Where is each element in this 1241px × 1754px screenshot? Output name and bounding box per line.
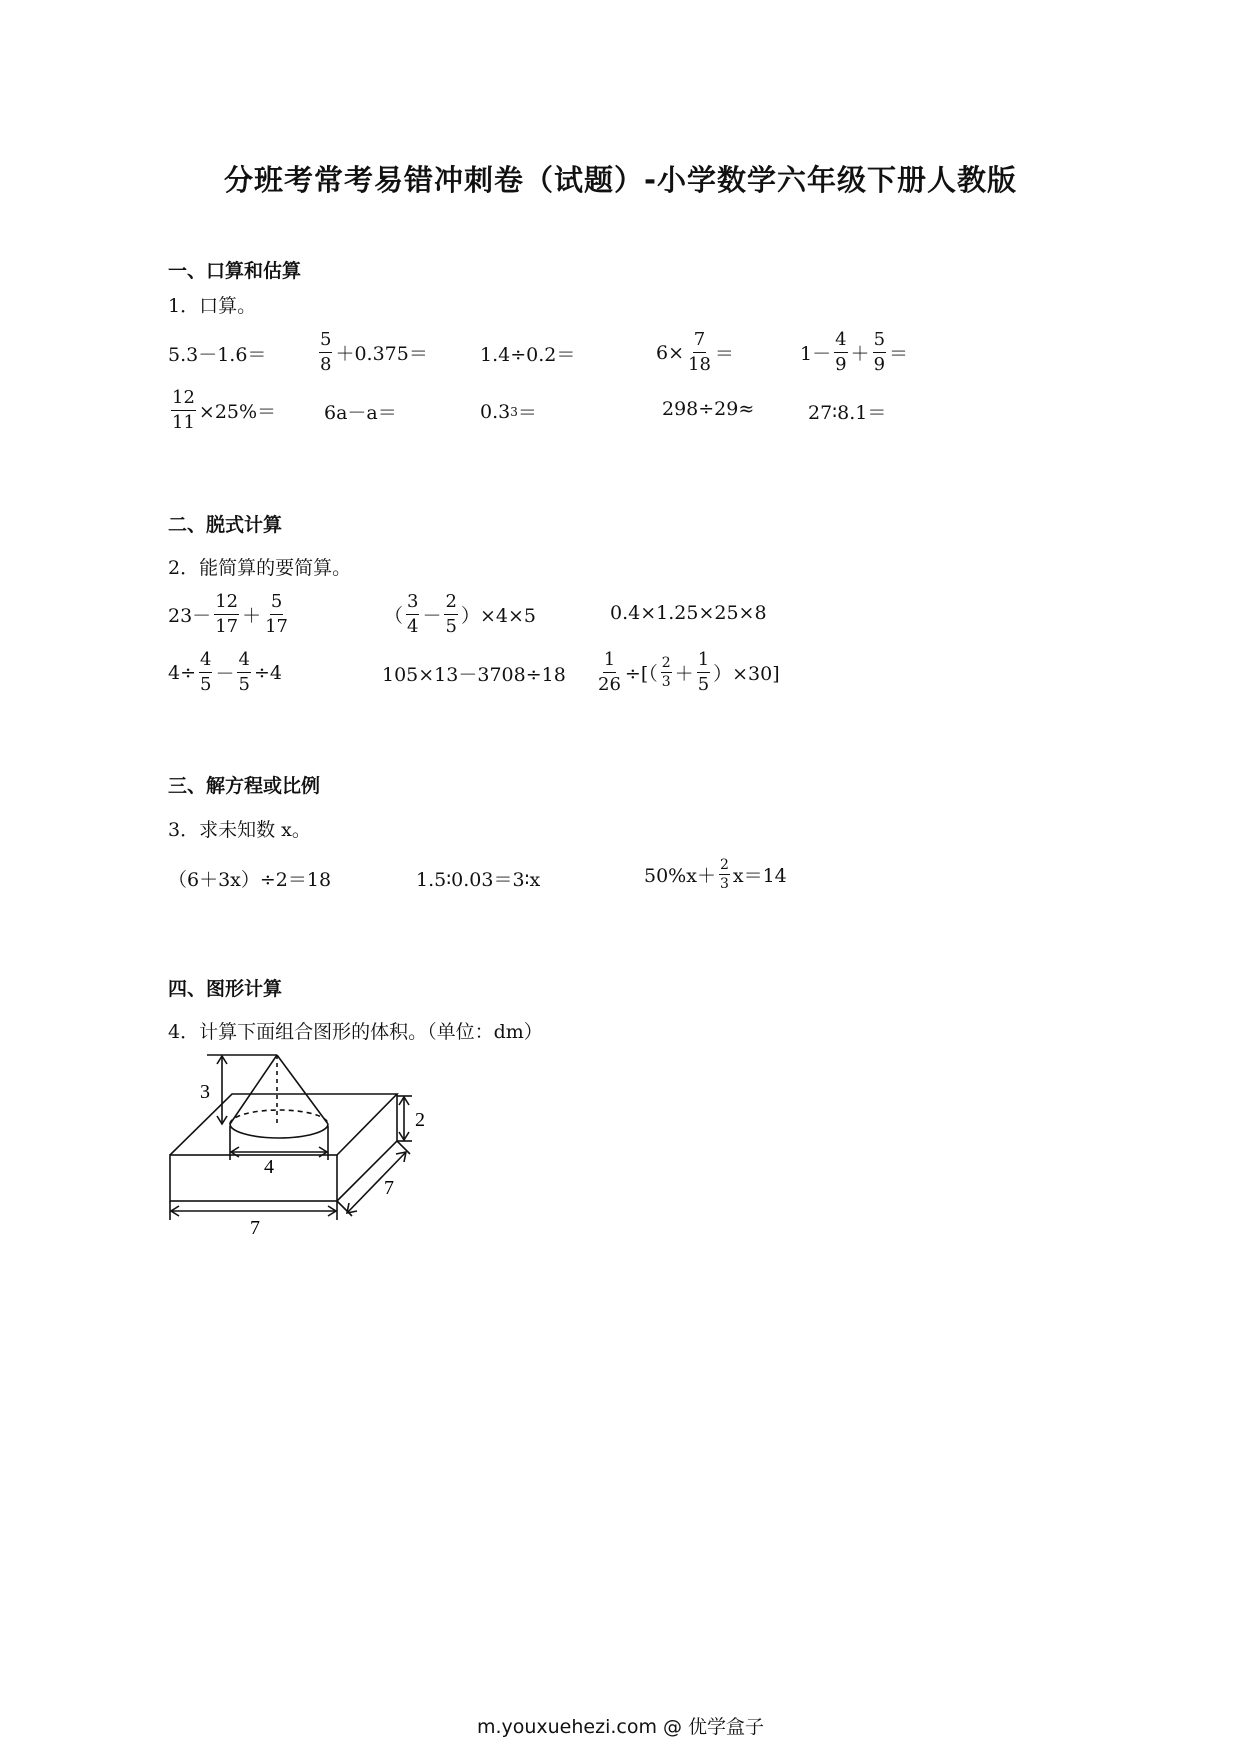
oral-expr-4: 6× $\frac{7}{18}$ ＝ [656,329,734,375]
question-1: 1．口算。 [168,295,257,317]
combined-solid-figure [160,1045,440,1245]
oral-expr-3: 1.4÷0.2＝ [480,344,576,366]
section-heading-4: 四、图形计算 [168,978,283,1000]
label-box-height: 2 [415,1109,425,1131]
oral-expr-10: 27∶8.1＝ [808,402,887,424]
oral-expr-5: 1－ 4 9 ＋ 5 9 ＝ [800,329,909,375]
box-top-face [170,1094,397,1155]
box-front-face [170,1155,337,1201]
oral-expr-9: 298÷29≈ [662,398,755,420]
oral-expr-1: 5.3－1.6＝ [168,344,267,366]
equation-2: 1.5∶0.03＝3∶x [416,869,541,891]
label-cone-height: 3 [200,1081,210,1103]
oral-expr-8: 0.3 3 ＝ [480,400,537,424]
label-box-depth: 7 [384,1177,394,1199]
cone-base-front [230,1124,328,1138]
footer-watermark: m.youxuehezi.com @ 优学盒子 [476,1716,765,1738]
equation-1: （6＋3x）÷2＝18 [168,869,332,891]
calc-expr-4: 4÷ $\frac{4}{5}$ － $\frac{4}{5}$ ÷4 [168,649,282,695]
calc-expr-2: （ 3 4 － 2 5 ）×4×5 [384,591,536,637]
calc-expr-6: $\frac{1}{26}$ ÷[（ 2 3 ＋ 1 5 ）×30] [598,649,780,695]
page-title: 分班考常考易错冲刺卷（试题）-小学数学六年级下册人教版 [223,163,1018,197]
label-cone-diameter: 4 [264,1156,274,1178]
oral-expr-6: $\frac{12}{11}$ ×25%＝ [172,387,277,433]
cone-base-back [230,1110,328,1124]
oral-expr-7: 6a－a＝ [324,402,397,424]
section-heading-3: 三、解方程或比例 [168,775,321,797]
oral-expr-2: 5 8 ＋0.375＝ [320,329,428,375]
question-2: 2．能简算的要简算。 [168,557,352,579]
section-heading-2: 二、脱式计算 [168,514,283,536]
cone-left-side [230,1055,277,1124]
question-3: 3．求未知数 x。 [168,819,311,841]
calc-expr-5: 105×13－3708÷18 [382,664,566,686]
calc-expr-3: 0.4×1.25×25×8 [610,602,767,624]
section-heading-1: 一、口算和估算 [168,260,302,282]
question-4: 4．计算下面组合图形的体积。（单位：dm） [168,1021,543,1043]
cone-right-side [277,1055,328,1124]
calc-expr-1: 23－ 12 17 ＋ 5 17 [168,591,289,637]
equation-3: 50%x＋ 2 3 x＝14 [644,857,787,892]
label-box-length: 7 [250,1217,260,1239]
